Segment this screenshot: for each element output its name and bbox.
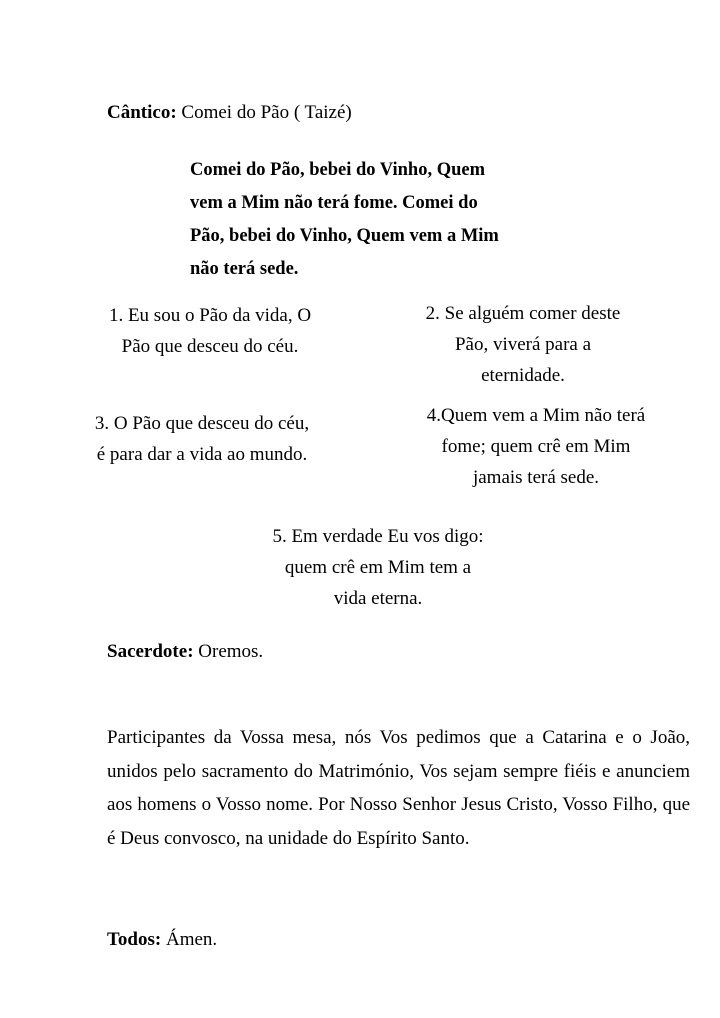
sacerdote-value: Oremos. [198,641,264,662]
verse-line: 4.Quem vem a Mim não terá [426,405,646,426]
verse-5 [228,521,528,614]
cantico-heading [107,100,352,126]
verse-line: jamais terá sede. [472,467,600,488]
refrain-block [190,154,590,286]
verse-3 [52,408,352,470]
verse-line: 5. Em verdade Eu vos digo: [272,526,484,547]
todos-heading [107,927,217,953]
verse-line: Pão, viverá para a [454,334,592,355]
refrain-line: Pão, bebei do Vinho, Quem vem a Mim [190,226,499,246]
verse-line: 3. O Pão que desceu do céu, [94,413,310,434]
verse-line: Pão que desceu do céu. [121,336,299,357]
verse-line: 2. Se alguém comer deste [425,303,621,324]
verse-line: vida eterna. [333,588,423,609]
verse-4 [386,400,686,493]
sacerdote-heading [107,639,263,665]
verse-line: é para dar a vida ao mundo. [96,444,308,465]
refrain-line: Comei do Pão, bebei do Vinho, Quem [190,160,485,180]
prayer-paragraph: Participantes da Vossa mesa, nós Vos pedimos que a Catarina e o João, unidos pelo sacramento do Matrimónio, Vos sejam sempre fiéis e anunciem aos homens o Vosso nome. Por Nosso Senhor Jesus Cristo, Vosso Filho, que é Deus convosco, na unidade do Espírito Santo. [107,727,690,849]
cantico-label: Cântico: [107,102,177,123]
verse-line: 1. Eu sou o Pão da vida, O [108,305,312,326]
refrain-line: não terá sede. [190,259,299,279]
refrain-line: vem a Mim não terá fome. Comei do [190,193,478,213]
verse-line: eternidade. [481,365,565,386]
todos-label: Todos: [107,929,162,950]
verse-line: quem crê em Mim tem a [284,557,472,578]
cantico-value: Comei do Pão ( Taizé) [181,102,352,123]
verse-1 [60,300,360,362]
sacerdote-label: Sacerdote: [107,641,194,662]
verse-line: fome; quem crê em Mim [441,436,631,457]
verse-2 [378,298,668,391]
todos-value: Ámen. [165,929,218,950]
